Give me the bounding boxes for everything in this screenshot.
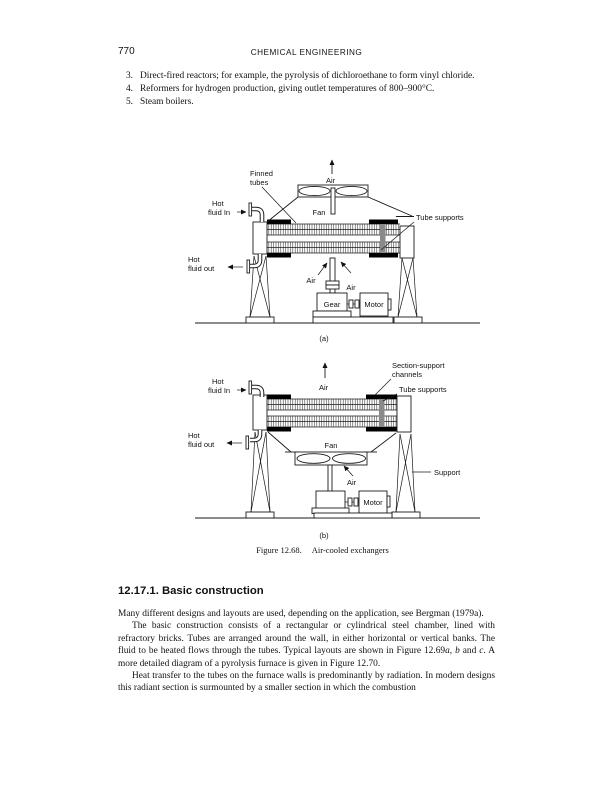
- figure-ref-italic: a: [445, 646, 450, 657]
- hot-out-label-1: Hot: [188, 431, 200, 440]
- motor-label: Motor: [363, 498, 383, 507]
- fan-assembly: [298, 185, 368, 214]
- air-left-label: Air: [306, 276, 316, 285]
- subfigure-a-tag: (a): [319, 334, 329, 343]
- left-support-legs: [246, 432, 274, 518]
- finned-tubes-label-1: Finned: [250, 169, 273, 178]
- finned-tubes-label-2: tubes: [250, 178, 269, 187]
- list-item-number: 4.: [125, 84, 133, 94]
- motor: [359, 491, 390, 513]
- fan-assembly: [295, 452, 367, 465]
- list-item-text: Steam boilers.: [140, 97, 194, 107]
- list-item-text: Reformers for hydrogen production, giving outlet temperatures of 800–900°C.: [140, 84, 435, 94]
- inlet-header: [253, 222, 267, 254]
- list-item-text: Direct-fired reactors; for example, the pyrolysis of dichloroethane to form vinyl chloride.: [140, 71, 475, 81]
- paragraph-text: ,: [449, 646, 456, 657]
- finned-tube-bundle: [267, 399, 397, 427]
- air-top-label: Air: [319, 383, 329, 392]
- numbered-list: [118, 70, 495, 109]
- paragraph-text: . A more detailed diagram of a pyrolysis furnace is given in Figure 12.70.: [118, 646, 495, 669]
- paragraph: [118, 620, 495, 670]
- fan-label: Fan: [312, 208, 326, 217]
- page-number: 770: [118, 46, 135, 57]
- body-text: [118, 608, 495, 695]
- section-channels-label-1: Section-support: [392, 361, 445, 370]
- base-plate: [313, 317, 393, 323]
- tube-supports-label: Tube supports: [416, 213, 464, 222]
- paragraph-text: The basic construction consists of a rectangular or cylindrical steel chamber, lined with refractory bricks. Tubes are arranged around the wall, in either horizontal or vertical banks. The fluid to be heated flows through the tubes. Typical layouts are shown in Figure 12.69: [118, 621, 495, 657]
- section-channels-label-2: channels: [392, 370, 423, 379]
- list-item-number: 3.: [125, 71, 133, 81]
- diagram-a-svg: [150, 152, 495, 347]
- outlet-header: [397, 396, 411, 432]
- shaft-coupling-horizontal: [345, 498, 359, 506]
- fan-plenum: [267, 197, 414, 222]
- paragraph: Heat transfer to the tubes on the furnace walls is predominantly by radiation. In modern designs this radiant section is surmounted by a smaller section in which the combustion: [118, 671, 495, 694]
- list-item: [118, 96, 495, 109]
- hot-out-label-1: Hot: [188, 255, 200, 264]
- hot-in-label-1: Hot: [212, 377, 224, 386]
- drive-shaft: [328, 465, 332, 492]
- air-top-label: Air: [326, 176, 336, 185]
- shaft-coupling: [326, 285, 339, 289]
- figure-ref-italic: b: [455, 646, 460, 657]
- support-label: Support: [434, 468, 461, 477]
- shaft-coupling: [326, 281, 339, 285]
- figure-ref-italic: c: [479, 646, 484, 657]
- air-in-arrow-right: [341, 262, 351, 273]
- section-channels-leader: [374, 379, 391, 396]
- finned-tubes-leader: [262, 187, 296, 223]
- hot-out-label-2: fluid out: [188, 440, 215, 449]
- tube-support-strip: [379, 399, 385, 427]
- hot-out-label-2: fluid out: [188, 264, 215, 273]
- paragraph: Many different designs and layouts are used, depending on the application, see Bergman (1979a).: [118, 609, 484, 619]
- figure-diagram-b: [150, 352, 495, 547]
- fan-label: Fan: [324, 441, 338, 450]
- hot-in-label-2: fluid In: [208, 386, 231, 395]
- air-in-arrow-left: [318, 263, 327, 275]
- figure-caption: [150, 545, 495, 555]
- section-heading: 12.17.1. Basic construction: [118, 585, 264, 597]
- hot-in-label-2: fluid In: [208, 208, 231, 217]
- hot-in-label-1: Hot: [212, 199, 224, 208]
- motor: [360, 293, 391, 316]
- air-right-label: Air: [346, 283, 356, 292]
- running-head: CHEMICAL ENGINEERING: [250, 48, 363, 57]
- figure-caption-label: Figure 12.68.: [256, 545, 302, 555]
- gear-box: [313, 293, 351, 317]
- list-item: [118, 70, 495, 83]
- inlet-pipe: [249, 203, 262, 222]
- air-fan-label: Air: [347, 478, 357, 487]
- motor-label: Motor: [364, 300, 384, 309]
- shaft-coupling-horizontal: [347, 300, 360, 308]
- list-item: [118, 83, 495, 96]
- gear-label: Gear: [323, 300, 341, 309]
- gear-box: [312, 491, 349, 514]
- right-support-legs: [394, 258, 422, 323]
- tube-supports-label: Tube supports: [399, 385, 447, 394]
- right-support-legs: [392, 434, 420, 518]
- outlet-header: [400, 226, 414, 258]
- figure-diagram-a: [150, 152, 495, 347]
- paragraph-text: and: [459, 646, 480, 657]
- subfigure-b-tag: (b): [319, 531, 329, 540]
- base-plate: [314, 513, 392, 518]
- inlet-header: [253, 395, 267, 430]
- diagram-b-svg: [150, 352, 495, 547]
- list-item-number: 5.: [125, 97, 133, 107]
- air-in-arrow: [344, 466, 353, 476]
- figure-caption-text: Air-cooled exchangers: [311, 545, 389, 555]
